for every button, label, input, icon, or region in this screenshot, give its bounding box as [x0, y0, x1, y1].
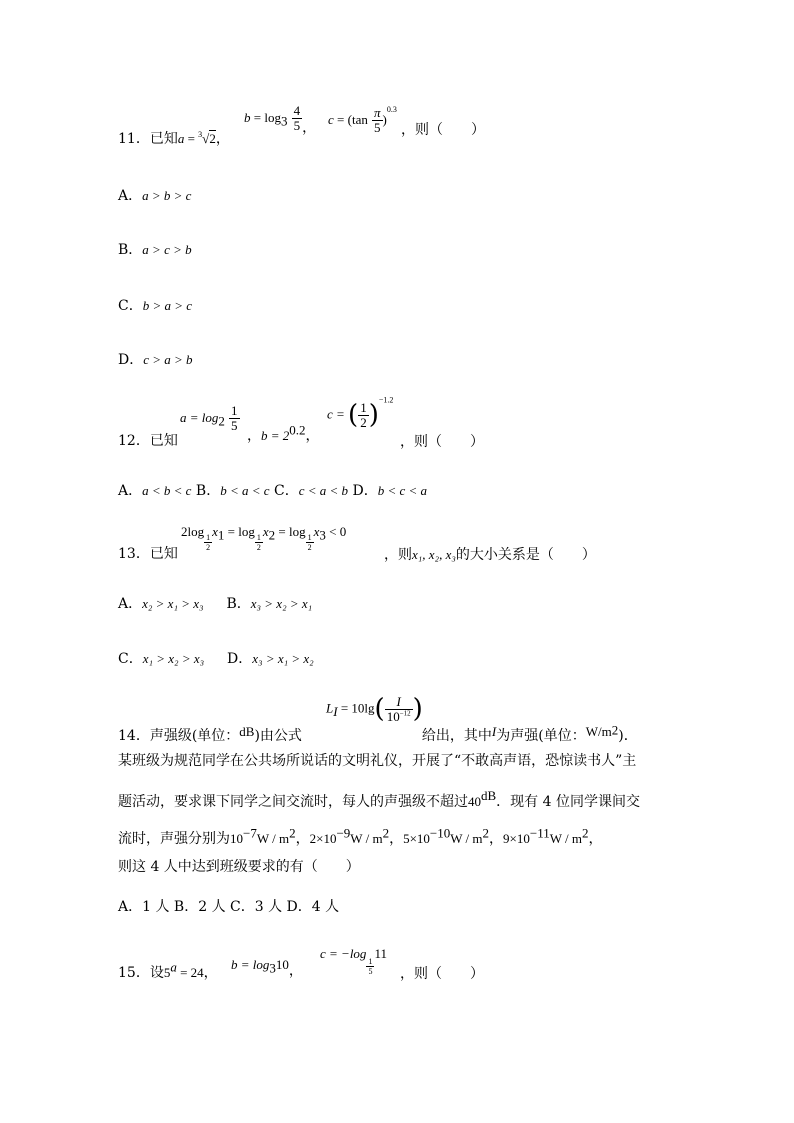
question-13 [118, 544, 178, 564]
question-14-line-3: 题活动，要求课下同学之间交流时，每人的声强级不超过40dB．现有 4 位同学课间交 [118, 788, 640, 810]
q11-b-fraction: $\frac{4}{5}$ [293, 103, 301, 133]
q12-options: A．a < b < c B．b < a < c C．c < a < b D．b < c < a [118, 483, 428, 499]
question-14-line-2: 某班级为规范同学在公共场所说话的文明礼仪，开展了“不敢高声语，恐惊读书人”主 [118, 753, 637, 769]
q11-c-expr: c = (tan $\frac{\pi}{5}$ )$^{0.3}$ ，则（ ） [328, 105, 485, 138]
q13-options-cd: C．x₁ > x₂ > x₃ D．x₃ > x₁ > x₂ [118, 651, 314, 667]
q11-option-d: D．c > a > b [118, 352, 193, 368]
question-14-line-5: 则这 4 人中达到班级要求的有（ ） [118, 859, 360, 875]
question-14-line-1: 14．声强级(单位：dB)由公式 给出，其中I为声强(单位：$W/m^2$)． [118, 722, 638, 744]
q12-a-fraction: $\frac{1}{5}$ [231, 403, 238, 433]
q12-c-expr: c = ( $\frac{1}{2}$ )$^{-1.2}$ [327, 395, 394, 430]
q15-b-expr: $b = \log_310$， [231, 957, 303, 979]
q13-number: 13．已知 [118, 546, 178, 562]
question-14-line-4: 流时，声强分别为$10^{-7}W / m^2$，$2\times 10^{-9}W / m^2$，$5\times 10^{-10}W / m^2$，$9\times 10^{-11}W / m^2$， [118, 825, 603, 847]
q11-b-expr: $b = \log_3$ $\frac{4}{5}$ ， [244, 103, 317, 136]
q13-tail: ，则x₁, x₂, x₃的大小关系是（ ） [384, 547, 596, 563]
q12-c-fraction: $\frac{1}{2}$ [360, 399, 367, 430]
q12-a-expr: $a = \log_2$ $\frac{1}{5}$ [180, 403, 238, 433]
q13-options-ab: A．x₂ > x₁ > x₃ B．x₃ > x₂ > x₁ [118, 596, 313, 612]
q11-number: 11．已知 [118, 131, 178, 147]
q14-number: 14．声强级(单位： [118, 728, 240, 744]
q14-options: A．1 人 B．2 人 C．3 人 D．4 人 [118, 899, 340, 915]
q15-number: 15．设 [118, 965, 164, 981]
q13-condition: 2log $\frac{1}{2}$ $x_1 = \log$ $\frac{1}{2}$ $x_2 = \log$ $\frac{1}{2}$ $x_3 < 0$ [181, 524, 347, 552]
question-12 [118, 431, 178, 451]
q12-b-expr: ，$b = 2^{0.2}$， [247, 422, 320, 444]
q11-option-a: A．a > b > c [118, 188, 192, 204]
q14-formula: $L_I = 10\lg$( $\frac{I}{10^{-12}}$ ) [326, 693, 423, 724]
question-15: 15．设$5^a = 24$， [118, 959, 218, 981]
q11-option-c: C．b > a > c [118, 298, 193, 314]
q11-c-fraction: $\frac{\pi}{5}$ [373, 105, 381, 135]
q12-tail: ，则（ ） [400, 434, 484, 450]
question-11: 11．已知a = $^3$√2， [118, 130, 230, 147]
q11-option-b: B．a > c > b [118, 242, 192, 258]
q15-tail: ，则（ ） [400, 966, 484, 982]
q15-c-expr: c = −log $\frac{1}{5}$ 11 [320, 946, 387, 976]
q12-number: 12．已知 [118, 433, 178, 449]
q14-formula-fraction: $\frac{I}{10^{-12}}$ [386, 693, 411, 724]
